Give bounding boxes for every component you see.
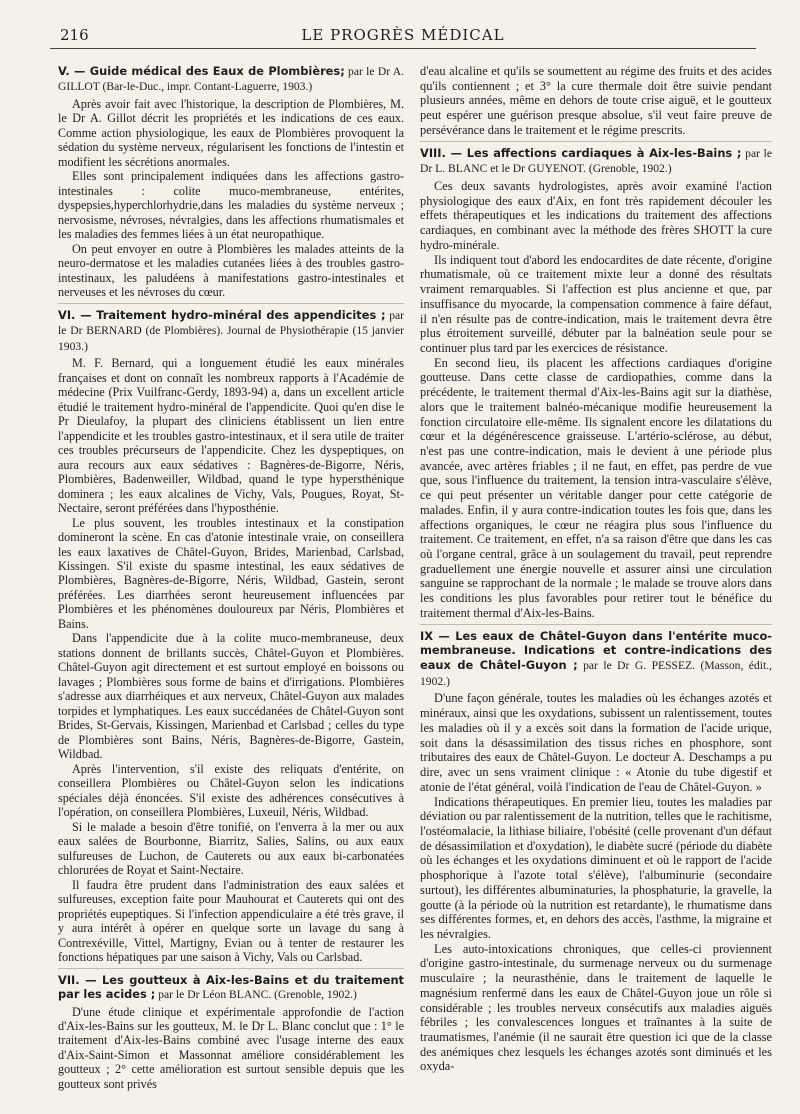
article-v [58,64,404,300]
right-column [420,64,772,1077]
article-title: V. — Guide médical des Eaux de Plombières; [58,64,345,78]
article-viii [420,146,772,621]
paragraph: Ces deux savants hydrologistes, après avoir examiné l'action physiologique des eaux d'Aix, en font très rapidement découler les effets thérapeutiques et les indications du traitement des affections cardiaques, en combinant avec la méthode des frères SHOTT la cure hydro-minérale. [420,179,772,252]
article-vii-continued [420,64,772,138]
article-title: VI. — Traitement hydro-minéral des appendicites ; [58,307,386,322]
article-title: IX — Les eaux de Châtel-Guyon dans l'entérite muco-membraneuse. Indications et contre-indications des eaux de Châtel-Guyon ; [420,628,772,673]
article-source: par le Dr Léon BLANC. (Grenoble, 1902.) [155,988,357,1002]
paragraph: D'une étude clinique et expérimentale approfondie de l'action d'Aix-les-Bains sur les goutteux, M. le Dr L. Blanc conclut que : 1° le traitement d'Aix-les-Bains combiné avec l'usage interne des eaux d'Aix-Saint-Simon et Massonnat améliore considérablement les goutteux ; 2° cette amélioration est surtout sensible depuis que les goutteux sont privés [58,1004,404,1091]
paragraph: Les auto-intoxications chroniques, que celles-ci proviennent d'origine gastro-intestinale, du surmenage nerveux ou du surmenage musculaire ; la neurasthénie, dans le traitement de laquelle le magnésium renfermé dans les eaux de Châtel-Guyon joue un rôle si considérable ; les troubles nerveux consécutifs aux maladies aiguës fébriles ; les convalescences longues et traînantes à la suite de traumatismes, l'anémie (il ne saurait être question ici que de la classe des anémiques chez lesquels les échanges azotés sont diminués et les oxyda- [420,941,772,1074]
paragraph: Le plus souvent, les troubles intestinaux et la constipation domineront la scène. En cas d'atonie intestinale vraie, on conseillera les eaux laxatives de Châtel-Guyon, Brides, Marienbad, Carlsbad, Kissingen. S'il existe du spasme intestinal, les eaux sédatives de Plombières, Bagnères-de-Bigorre, Néris, Wildbad, Gastein, seront préférées. Les diarrhées seront heureusement influencées par Plombières et les phénomènes douloureux par Néris, Plombières et Bains. [58,515,404,631]
paragraph: En second lieu, ils placent les affections cardiaques d'origine goutteuse. Dans cette classe de cardiopathies, comme dans la précédente, le traitement thermal d'Aix-les-Bains agit sur la diathèse, alors que le traitement balnéo-mécanique modifie heureusement la fonction circulatoire elle-même. Ils signalent encore les dilatations du cœur et la dégénérescence graisseuse. L'artério-sclérose, au début, n'est pas une contre-indication, mais le devient à une période plus avancée, avec artères friables ; il ne faut, en effet, pas perdre de vue que, sous l'influence du traitement, la tension intra-vasculaire s'élève, ce qui peut présenter un véritable danger pour cette catégorie de malades. Enfin, il y aura contre-indication toutes les fois que, dans les affections organiques, le cœur ne réagira plus sous l'influence du traitement. Ce traitement, en effet, n'a sa raison d'être que dans les cas où l'organe central, grâce à un soulagement du travail, peut reprendre graduellement une énergie nouvelle et assurer ainsi une circulation sanguine se rapprochant de la normale ; le malade se trouve alors dans les conditions les plus favorables pour retirer tout le bénéfice du traitement thermal d'Aix-les-Bains. [420,355,772,620]
article-heading [58,973,404,1003]
paragraph: Après avoir fait avec l'historique, la description de Plombières, M. le Dr A. Gillot décrit les propriétés et les indications de ces eaux. Comme action physiologique, les eaux de Plombières provoquent la sédation du système nerveux, régularisent les fonctions de l'intestin et modifient les sécrétions anormales. [58,96,404,169]
paragraph: Ils indiquent tout d'abord les endocardites de date récente, d'origine rhumatismale, où ce traitement mixte leur a donné des résultats vraiment remarquables. Si l'affection est plus ancienne et que, par insuffisance du myocarde, la compensation commence à faire défaut, il n'en résulte pas de contre-indication, mais le traitement devra être plus étroitement surveillé, débuter par la balnéation seule pour se continuer plus tard par les exercices de résistance. [420,252,772,355]
article-vi [58,308,404,965]
paragraph: Elles sont principalement indiquées dans les affections gastro-intestinales : colite muco-membraneuse, entérites, dyspepsies,hyperchlorhydrie,dans les maladies du système nerveux ; nervosisme, névroses, névralgies, dans les affections rhumatismales et les maladies des femmes liées à un état neuropathique. [58,169,404,242]
article-source: par le Dr G. PESSEZ. (Masson, édit., 1902.) [420,659,772,688]
paragraph: Il faudra être prudent dans l'administration des eaux salées et sulfureuses, exception faite pour Mauhourat et Cauterets qui ont des propriétés eupeptiques. Si l'infection appendiculaire a été très grave, il y aura intérêt à opérer en quelque sorte un lavage du sang à Contrexéville, Vittel, Martigny, Evian ou à tenter de restaurer les fonctions hépatiques par une saison à Vichy, Vals ou Carlsbad. [58,877,404,965]
running-header [50,26,756,49]
article-source: par le Dr L. BLANC et le Dr GUYENOT. (Grenoble, 1902.) [420,146,772,176]
article-title: VII. — Les goutteux à Aix-les-Bains et du traitement par les acides ; [58,972,404,1002]
paragraph: Dans l'appendicite due à la colite muco-membraneuse, deux stations donnent de brillants succès, Châtel-Guyon et Plombières. Châtel-Guyon agit directement et est surtout employé en boissons ou lavages ; Plombières sous forme de bains et d'irrigations. Plombières s'adresse aux diarrhéiques et aux nerveux, Châtel-Guyon aux malades torpides et lymphatiques. Les eaux succédanées de Châtel-Guyon sont Brides, St-Gervais, Kissingen, Marienbad et Carlsbad ; celles du type de Plombières sont Bains, Néris, Bagnères-de-Bigorre, Gastein, Wildbad. [58,631,404,762]
article-source: par le Dr A. GILLOT (Bar-le-Duc., impr. Contant-Laguerre, 1903.) [58,65,404,94]
paragraph: On peut envoyer en outre à Plombières les malades atteints de la neuro-dermatose et les maladies cutanées liées à des troubles gastro-intestinaux, les paludéens à manifestations gastro-intestinales et nerveuses et les névroses du cœur. [58,241,404,300]
article-heading [58,308,404,354]
paragraph: Indications thérapeutiques. En premier lieu, toutes les maladies par déviation ou par ralentissement de la nutrition, telles que le rachitisme, l'ostéomalacie, la lithiase biliaire, l'obésité (celle provenant d'un défaut de désassimilation et d'oxydation), le diabète sucré (période du diabète où les échanges et les oxydations diminuent et où le rapport de l'acide phosphorique à l'azote total s'élève), l'albuminurie (secondaire surtout), les différentes albuminaturies, la phosphaturie, la gravelle, la goutte (à la période où la nutrition est retardante), le rhumatisme dans ses différentes formes, et, en dehors des accès, l'asthme, la migraine et les névralgies. [420,794,772,941]
page-number: 216 [60,26,89,44]
article-ix [420,629,772,1075]
article-heading [58,64,404,95]
article-vii [58,973,404,1092]
article-source: par le Dr BERNARD (de Plombières). Journal de Physiothérapie (15 janvier 1903.) [58,308,405,353]
left-column [58,64,404,1094]
paragraph: d'eau alcaline et qu'ils se soumettent au régime des fruits et des acides qu'ils contiennent ; et 3° la cure thermale doit être suivie pendant plusieurs années, même en dehors de toute crise aiguë, et le goutteux peut espérer une guérison presque absolue, s'il veut faire preuve de persévérance dans le traitement et le régime prescrits. [420,64,772,137]
paragraph: M. F. Bernard, qui a longuement étudié les eaux minérales françaises et dont on connaît les nombreux rapports à l'Académie de médecine (Prix Vuilfranc-Gerdy, 1893-94) a, dans un excellent article étudié le traitement hydro-minéral de l'appendicite. Quoi qu'en dise le Pr Dieulafoy, la plupart des cliniciens établissent un lien entre l'appendicite et les troubles gastro-intestinaux, et il sera utile de traiter ces troubles précurseurs de l'appendicite. Chez les dyspeptiques, on aura recours aux eaux sédatives : Bagnères-de-Bigorre, Néris, Plombières, Badenweiller, Wildbad, quand le type hypersthénique dominera ; les eaux alcalines de Vichy, Vals, Pougues, Royat, St-Nectaire, seront préférées dans l'hyposthénie. [58,356,404,516]
article-heading [420,629,772,690]
article-title: VIII. — Les affections cardiaques à Aix-les-Bains ; [420,145,742,160]
paragraph: D'une façon générale, toutes les maladies où les échanges azotés et minéraux, ainsi que les oxydations, subissent un ralentissement, toutes les maladies où il y a excès soit dans la formation de l'acide urique, soit dans la désassimilation des tissus riches en phosphore, sont tributaires des eaux de Châtel-Guyon. Le docteur A. Deschamps a pu dire, avec un sens vraiment clinique : « Atonie du tube digestif et atonie de l'état général, voilà l'indication de l'eau de Châtel-Guyon. » [420,691,772,794]
paragraph: Si le malade a besoin d'être tonifié, on l'enverra à la mer ou aux eaux salées de Bourbonne, Biarritz, Salies, Salins, ou aux eaux sulfureuses de Luchon, de Cauterets ou aux eaux bi-carbonatées chlorurées de Royat et Saint-Nectaire. [58,819,404,878]
paragraph: Après l'intervention, s'il existe des reliquats d'entérite, on conseillera Plombières ou Châtel-Guyon selon les indications spéciales déjà énoncées. S'il existe des adhérences consécutives à l'opération, on conseillera Plombières, Luxeuil, Néris, Wildbad. [58,761,404,820]
journal-title: LE PROGRÈS MÉDICAL [301,26,505,44]
article-heading [420,146,772,177]
